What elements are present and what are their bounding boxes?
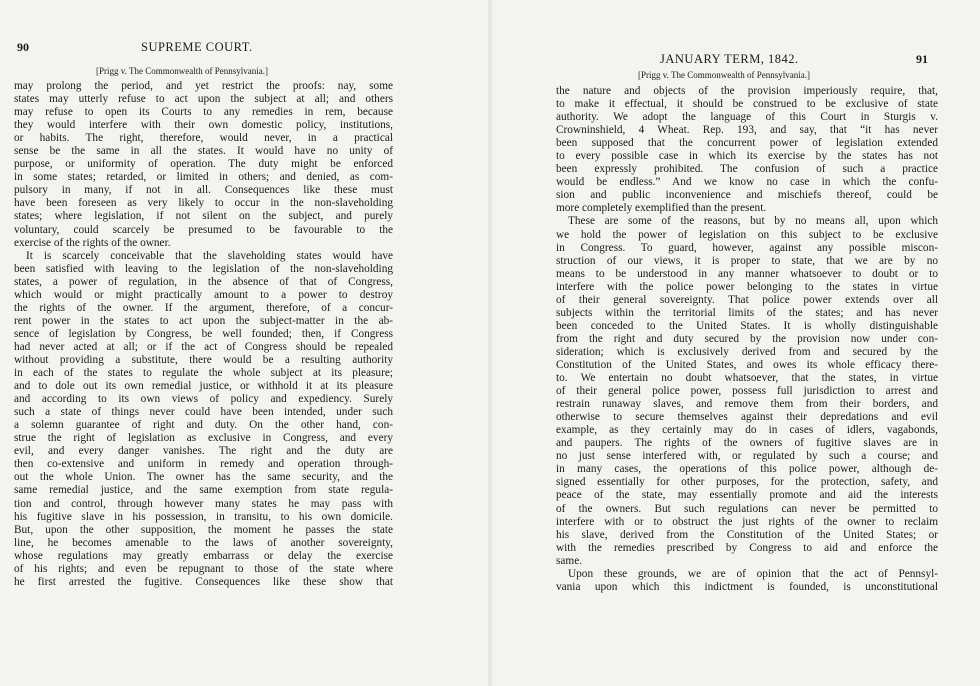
text-line: Crowninshield, 4 Wheat. Rep. 193, and say, that “it has never <box>556 124 938 137</box>
text-line: same. <box>556 554 583 567</box>
text-line: These are some of the reasons, but by no means all, upon which <box>568 215 938 228</box>
text-line: states; where legislation, if not silent on the subject, and purely <box>14 210 393 223</box>
text-line: rent power in the states to act upon the subject-matter in the ab- <box>14 314 393 327</box>
text-line: a solemn guarantee of right and duty. On the other hand, con- <box>14 419 393 432</box>
text-line: line, he becomes amenable to the laws of another sovereignty, <box>14 536 393 549</box>
text-line: with the remedies prescribed by Congress to aid and enforce the <box>556 541 938 554</box>
text-line: states, a power of regulation, in the absence of that of Congress, <box>14 275 393 288</box>
text-line: whose regulations may greatly embarrass or delay the exercise <box>14 549 393 562</box>
text-line: in each of the states to regulate the whole subject at its pleasure; <box>14 367 393 380</box>
text-line: had never acted at all; or if the act of Congress should be repealed <box>14 340 393 353</box>
text-line: strue the right of legislation as exclusive in Congress, and every <box>14 432 393 445</box>
text-line: more completely exemplified than the present. <box>556 202 767 215</box>
text-line: his slave, derived from the Constitution of the United States; or <box>556 528 938 541</box>
text-line: may prolong the period, and yet restrict the proofs: nay, some <box>14 80 393 92</box>
text-line: exercise of the rights of the owner. <box>14 236 171 249</box>
text-line: interfere with the police power belonging to the states in virtue <box>556 280 938 293</box>
text-line: pulsory in many, if not in all. Consequences like these must <box>14 184 393 197</box>
running-head: JANUARY TERM, 1842. <box>660 52 799 66</box>
text-line: means to be understood in any manner whatsoever to doubt or to <box>556 267 938 280</box>
text-line: tion and control, through however many states he may pass with <box>14 497 393 510</box>
page-number: 91 <box>916 52 928 66</box>
text-line: and paupers. The rights of the owners of fugitive slaves are in <box>556 437 938 450</box>
text-line: of their general sovereignty. That police power extends over all <box>556 293 938 306</box>
text-line: of the owners. But such regulations can never be permitted to <box>556 502 938 515</box>
text-line: Upon these grounds, we are of opinion that the act of Pennsyl- <box>568 567 938 580</box>
text-line: evil, and every danger vanishes. The right and the duty are <box>14 445 393 458</box>
text-line: to every possible case in which its exercise by the states has not <box>556 150 938 163</box>
text-line: Constitution of the United States, and owes its whole efficacy there- <box>556 358 938 371</box>
text-line: example, as they certainly may do in cases of idlers, vagabonds, <box>556 424 938 437</box>
text-line: sense be the same in all the states. It would have no unity of <box>14 145 393 158</box>
text-line: sence of legislation by Congress, be well founded; then, if Congress <box>14 327 393 340</box>
text-line: otherwise to secure themselves against their depredations and evil <box>556 411 938 424</box>
text-line: been supposed that the concurrent power of legislation extended <box>556 137 938 150</box>
text-line: authority. We adopt the language of this Court in Sturgis v. <box>556 111 938 124</box>
text-line: his fugitive slave in his possession, in transitu, to his own domicile. <box>14 510 393 523</box>
text-line: we hold the power of legislation on this subject to be exclusive <box>556 228 938 241</box>
text-line: and according to its own views of policy and expediency. Surely <box>14 393 393 406</box>
text-line: to. We entertain no doubt whatsoever, that the states, in virtue <box>556 372 938 385</box>
text-line: in many cases, the operations of this police power, although de- <box>556 463 938 476</box>
text-line: been satisfied with leaving to the legislation of the non-slaveholding <box>14 262 393 275</box>
text-line: subjects within the territorial limits of the states; and has never <box>556 306 938 319</box>
page-number: 90 <box>17 40 29 54</box>
text-line: sideration; which is exclusively derived from and secured by the <box>556 345 938 358</box>
text-line: voluntary, could scarcely be presumed to be favourable to the <box>14 223 393 236</box>
case-citation: [Prigg v. The Commonwealth of Pennsylvania.] <box>96 66 268 76</box>
page-body-text <box>556 85 938 594</box>
text-line: been conceded to the United States. It is wholly distinguishable <box>556 319 938 332</box>
text-line: purpose, or uniformity of operation. The duty might be enforced <box>14 158 393 171</box>
text-line: same remedial justice, and the same exemption from state regula- <box>14 484 393 497</box>
text-line: of his rights; and even be repugnant to those of the state where <box>14 562 393 575</box>
text-line: interfere with or to obstruct the just rights of the owner to reclaim <box>556 515 938 528</box>
text-line: vania upon which this indictment is founded, is unconstitutional <box>556 580 938 593</box>
text-line: without providing a substitute, there would be a resulting authority <box>14 353 393 366</box>
text-line: It is scarcely conceivable that the slaveholding states would have <box>26 249 393 262</box>
text-line: he first arrested the fugitive. Consequences like these show that <box>14 575 393 588</box>
text-line: in Congress. To guard, however, against any possible miscon- <box>556 241 938 254</box>
running-head: SUPREME COURT. <box>141 40 253 54</box>
text-line: struction of our views, it is proper to state, that we are by no <box>556 254 938 267</box>
text-line: no just sense interfered with, or regulated by such a course; and <box>556 450 938 463</box>
text-line: have been foreseen as very likely to occur in the non-slaveholding <box>14 197 393 210</box>
case-citation: [Prigg v. The Commonwealth of Pennsylvania.] <box>638 70 810 80</box>
text-line: of their general police power, possess full jurisdiction to arrest and <box>556 385 938 398</box>
text-line: been expressly prohibited. The confusion of such a practice <box>556 163 938 176</box>
text-line: restrain runaway slaves, and remove them from their borders, and <box>556 398 938 411</box>
text-line: and to dole out its own remedial justice, or withhold it at its pleasure <box>14 380 393 393</box>
text-line: such a state of things never could have been intended, under such <box>14 406 393 419</box>
text-line: would be endless.” And we know no case in which the confu- <box>556 176 938 189</box>
text-line: from the right and duty secured by the provision now under con- <box>556 332 938 345</box>
text-line: the nature and objects of the provision imperiously require, that, <box>556 85 938 97</box>
right-page <box>490 0 980 686</box>
text-line: signed essentially for other purposes, for the protection, safety, and <box>556 476 938 489</box>
text-line: out the whole Union. The owner has the same security, and the <box>14 471 393 484</box>
text-line: then co-extensive and uniform in remedy and operation through- <box>14 458 393 471</box>
page-body-text <box>14 80 393 589</box>
text-line: to make it effectual, it should be construed to be exclusive of state <box>556 98 938 111</box>
text-line: may refuse to open its Courts to any remedies in rem, because <box>14 106 393 119</box>
text-line: the rights of the owner. If the argument, therefore, of a concur- <box>14 301 393 314</box>
text-line: which would or might practically amount to a power to destroy <box>14 288 393 301</box>
text-line: in some states; retarded, or limited in others; and denied, as com- <box>14 171 393 184</box>
text-line: peace of the state, may essentially promote and aid the interests <box>556 489 938 502</box>
text-line: states may utterly refuse to act upon the subject at all; and others <box>14 93 393 106</box>
text-line: sion and public inconvenience and mischiefs thereof, could be <box>556 189 938 202</box>
text-line: or habits. The right, therefore, would never, in a practical <box>14 132 393 145</box>
text-line: But, upon the other supposition, the moment he passes the state <box>14 523 393 536</box>
text-line: they would interfere with their own domestic policy, institutions, <box>14 119 393 132</box>
